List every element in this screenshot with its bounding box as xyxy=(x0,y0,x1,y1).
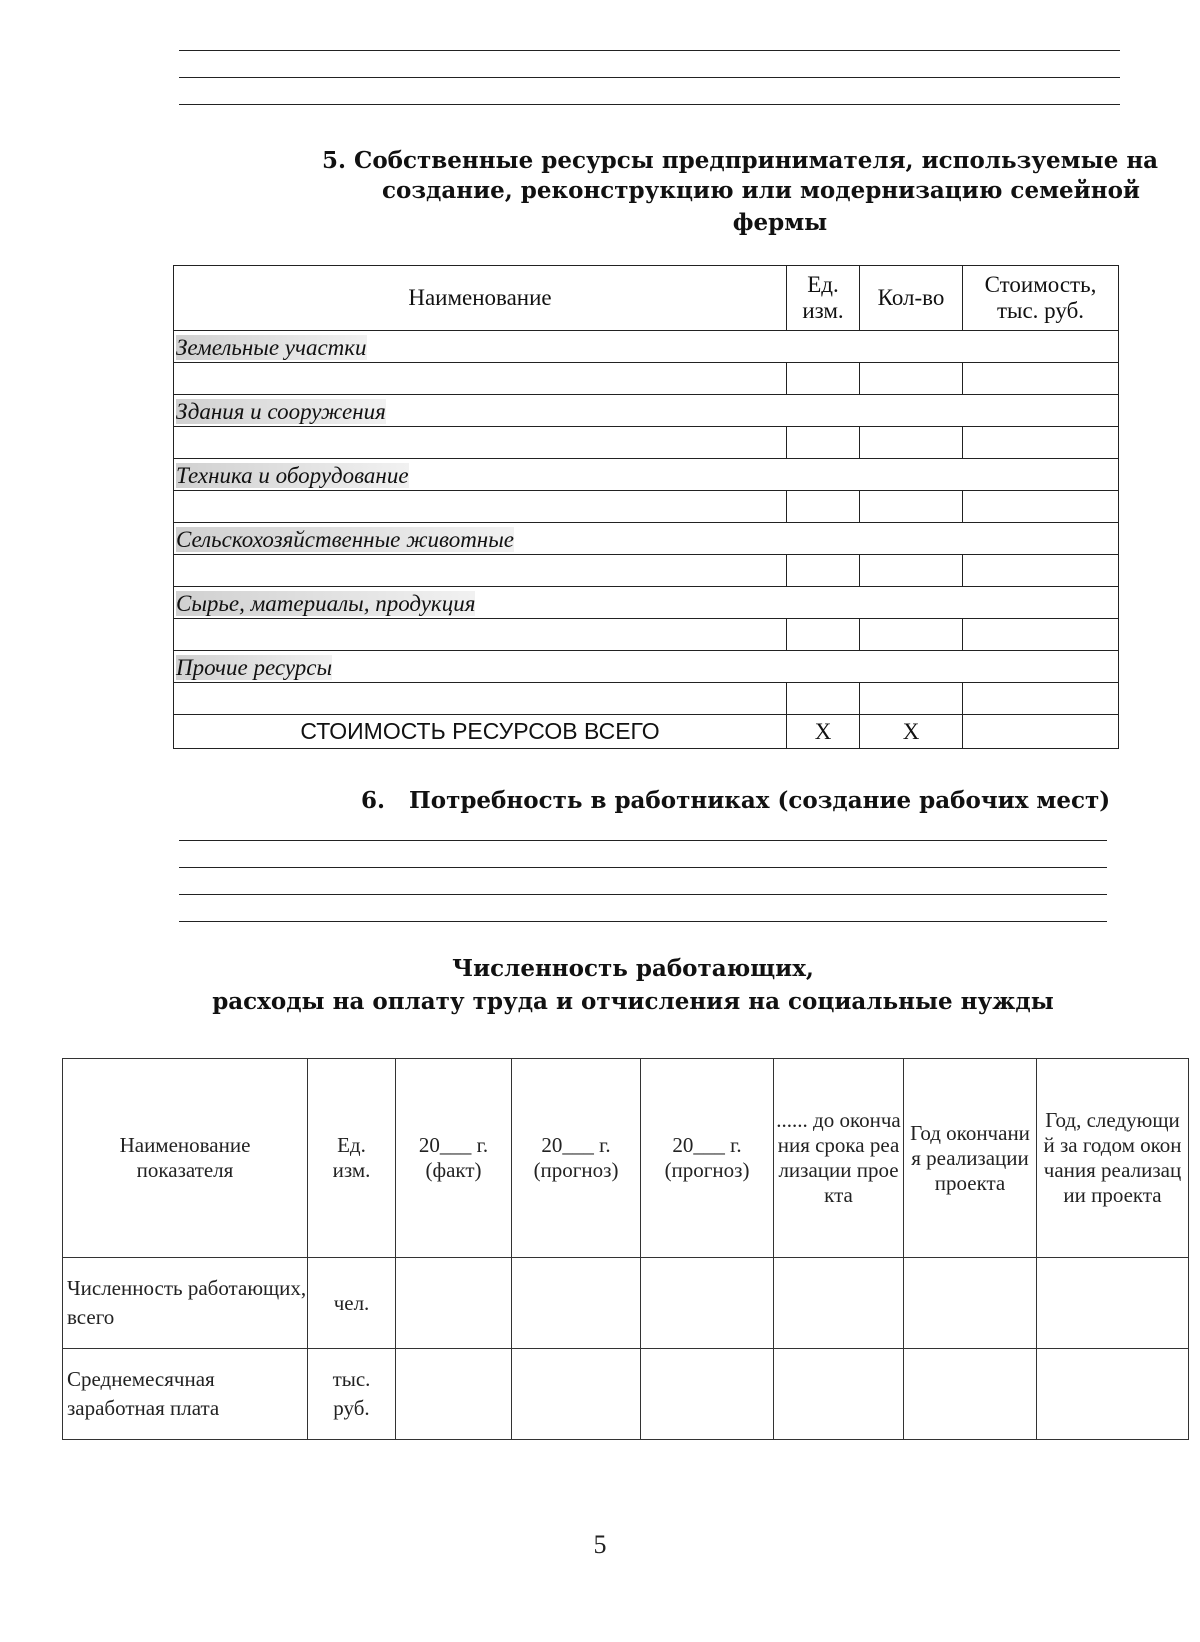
entry-cost-cell[interactable] xyxy=(963,427,1119,459)
category-row xyxy=(174,523,1119,555)
value-cell[interactable] xyxy=(774,1349,904,1440)
entry-cost-cell[interactable] xyxy=(963,619,1119,651)
value-cell[interactable] xyxy=(904,1349,1037,1440)
entry-row xyxy=(174,363,1119,395)
entry-qty-cell[interactable] xyxy=(860,619,963,651)
value-cell[interactable] xyxy=(641,1349,774,1440)
total-row xyxy=(174,715,1119,749)
value-cell[interactable] xyxy=(641,1258,774,1349)
section5-title-line2: создание, реконструкцию или модернизацию семейной xyxy=(382,177,1140,204)
fill-line xyxy=(179,104,1120,105)
category-label: Прочие ресурсы xyxy=(174,651,1119,683)
entry-unit-cell[interactable] xyxy=(787,555,860,587)
header-indicator: Наименование показателя xyxy=(63,1059,308,1258)
entry-unit-cell[interactable] xyxy=(787,619,860,651)
staff-header-row xyxy=(63,1059,1189,1258)
total-label: СТОИМОСТЬ РЕСУРСОВ ВСЕГО xyxy=(174,715,787,749)
entry-row xyxy=(174,619,1119,651)
entry-row xyxy=(174,683,1119,715)
entry-qty-cell[interactable] xyxy=(860,427,963,459)
entry-cost-cell[interactable] xyxy=(963,491,1119,523)
entry-name-cell[interactable] xyxy=(174,555,787,587)
entry-row xyxy=(174,491,1119,523)
fill-line xyxy=(179,894,1107,895)
entry-unit-cell[interactable] xyxy=(787,491,860,523)
row-unit: чел. xyxy=(308,1258,396,1349)
entry-cost-cell[interactable] xyxy=(963,363,1119,395)
header-unit: Ед. изм. xyxy=(787,266,860,331)
total-qty-x: Х xyxy=(860,715,963,749)
staff-row xyxy=(63,1258,1189,1349)
entry-name-cell[interactable] xyxy=(174,683,787,715)
entry-qty-cell[interactable] xyxy=(860,363,963,395)
entry-name-cell[interactable] xyxy=(174,619,787,651)
entry-name-cell[interactable] xyxy=(174,427,787,459)
entry-name-cell[interactable] xyxy=(174,363,787,395)
fill-line xyxy=(179,77,1120,78)
entry-row xyxy=(174,555,1119,587)
value-cell[interactable] xyxy=(512,1258,641,1349)
section5-title-line1: 5. Собственные ресурсы предпринимателя, используемые на xyxy=(322,147,1159,174)
row-label: Численность работающих, всего xyxy=(63,1258,308,1349)
header-cost: Стоимость, тыс. руб. xyxy=(963,266,1119,331)
entry-cost-cell[interactable] xyxy=(963,555,1119,587)
header-year-fact: 20___ г. (факт) xyxy=(396,1059,512,1258)
category-row xyxy=(174,395,1119,427)
header-next-year: Год, следующий за годом окончания реализации проекта xyxy=(1037,1059,1189,1258)
resources-table xyxy=(173,265,1119,749)
entry-unit-cell[interactable] xyxy=(787,427,860,459)
entry-unit-cell[interactable] xyxy=(787,683,860,715)
category-row xyxy=(174,651,1119,683)
entry-unit-cell[interactable] xyxy=(787,363,860,395)
header-end-year: Год окончания реализации проекта xyxy=(904,1059,1037,1258)
fill-line xyxy=(179,921,1107,922)
value-cell[interactable] xyxy=(774,1258,904,1349)
category-label: Здания и сооружения xyxy=(174,395,1119,427)
staff-table xyxy=(62,1058,1189,1440)
entry-cost-cell[interactable] xyxy=(963,683,1119,715)
total-unit-x: Х xyxy=(787,715,860,749)
section5-title-line3: фермы xyxy=(732,209,828,236)
row-label: Среднемесячная заработная плата xyxy=(63,1349,308,1440)
category-label: Техника и оборудование xyxy=(174,459,1119,491)
total-cost-cell[interactable] xyxy=(963,715,1119,749)
value-cell[interactable] xyxy=(1037,1349,1189,1440)
category-row xyxy=(174,331,1119,363)
header-until-end: ...... до окончания срока реализации проекта xyxy=(774,1059,904,1258)
entry-name-cell[interactable] xyxy=(174,491,787,523)
category-row xyxy=(174,587,1119,619)
entry-qty-cell[interactable] xyxy=(860,491,963,523)
entry-qty-cell[interactable] xyxy=(860,555,963,587)
category-label: Сельскохозяйственные животные xyxy=(174,523,1119,555)
fill-line xyxy=(179,50,1120,51)
staff-title-line2: расходы на оплату труда и отчисления на социальные нужды xyxy=(212,988,1054,1015)
fill-line xyxy=(179,867,1107,868)
value-cell[interactable] xyxy=(396,1349,512,1440)
fill-line xyxy=(179,840,1107,841)
category-label: Земельные участки xyxy=(174,331,1119,363)
row-unit: тыс. руб. xyxy=(308,1349,396,1440)
staff-row xyxy=(63,1349,1189,1440)
header-unit: Ед. изм. xyxy=(308,1059,396,1258)
value-cell[interactable] xyxy=(1037,1258,1189,1349)
entry-qty-cell[interactable] xyxy=(860,683,963,715)
section6-title: 6. Потребность в работниках (создание рабочих мест) xyxy=(361,787,1111,814)
resources-header-row xyxy=(174,266,1119,331)
header-year-forecast-2: 20___ г. (прогноз) xyxy=(641,1059,774,1258)
value-cell[interactable] xyxy=(904,1258,1037,1349)
entry-row xyxy=(174,427,1119,459)
category-label: Сырье, материалы, продукция xyxy=(174,587,1119,619)
page-number: 5 xyxy=(593,1530,607,1559)
value-cell[interactable] xyxy=(512,1349,641,1440)
value-cell[interactable] xyxy=(396,1258,512,1349)
category-row xyxy=(174,459,1119,491)
header-qty: Кол-во xyxy=(860,266,963,331)
header-year-forecast-1: 20___ г. (прогноз) xyxy=(512,1059,641,1258)
staff-title-line1: Численность работающих, xyxy=(452,955,814,982)
header-name: Наименование xyxy=(174,266,787,331)
